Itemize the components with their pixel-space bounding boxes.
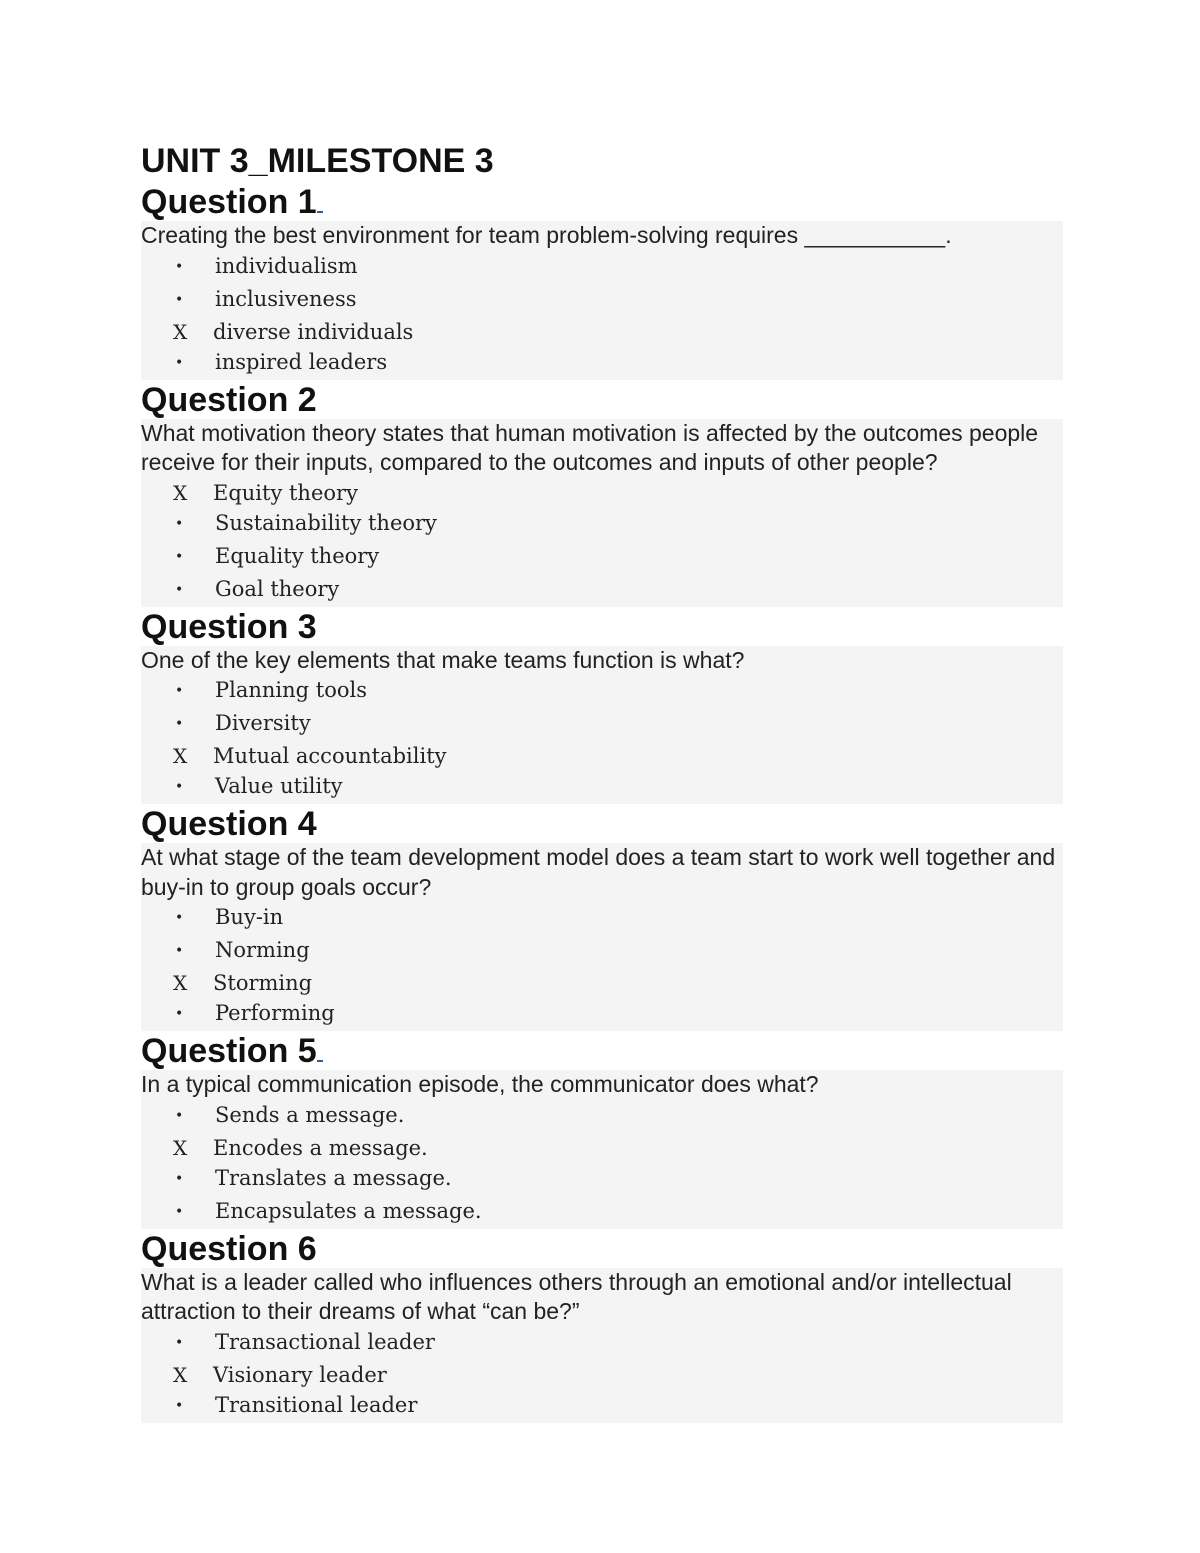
answer-option	[173, 347, 1063, 380]
answer-option-label: Storming	[213, 971, 313, 995]
answer-option-label: Norming	[215, 938, 310, 962]
question-heading	[141, 804, 1063, 843]
answer-option-label: Equality theory	[215, 543, 380, 568]
bullet-marker: •	[175, 1334, 184, 1351]
answer-options	[141, 251, 1063, 380]
answer-option-label: Goal theory	[215, 576, 340, 601]
answer-option-label: Diversity	[215, 711, 311, 735]
answer-option	[173, 1100, 1063, 1133]
bullet-marker: •	[175, 354, 184, 371]
question-text: One of the key elements that make teams function is what?	[141, 646, 745, 673]
answer-option	[173, 1133, 1063, 1163]
selected-answer-mark: X	[173, 744, 188, 768]
question-block	[141, 646, 1063, 805]
answer-option	[173, 1327, 1063, 1360]
answer-option	[173, 508, 1063, 541]
selected-answer-mark: X	[173, 480, 188, 505]
answer-option	[173, 998, 1063, 1031]
question-text: In a typical communication episode, the communicator does what?	[141, 1071, 819, 1097]
bullet-marker: •	[175, 943, 184, 959]
answer-option-label: individualism	[215, 253, 358, 278]
document-title: UNIT 3_MILESTONE 3	[141, 142, 494, 180]
bullet-marker: •	[175, 291, 184, 308]
answer-option-label: Encapsulates a message.	[215, 1198, 482, 1223]
question-text: What is a leader called who influences others through an emotional and/or intellectual attraction to their dreams of what “can be?”	[141, 1268, 1012, 1324]
question-heading-text: Question 5	[141, 1032, 317, 1070]
answer-option	[173, 1390, 1063, 1423]
bullet-marker: •	[175, 1397, 184, 1414]
selected-answer-mark: X	[173, 971, 188, 995]
answer-option-label: Translates a message.	[215, 1165, 452, 1190]
question-block	[141, 1268, 1063, 1423]
question-heading	[141, 1031, 1063, 1070]
answer-option	[173, 902, 1063, 935]
question-block	[141, 419, 1063, 607]
question-block	[141, 1070, 1063, 1229]
document-page	[141, 140, 1063, 1423]
answer-option	[173, 968, 1063, 998]
answer-options	[141, 1100, 1063, 1229]
answer-option-label: inspired leaders	[215, 349, 388, 374]
question-heading	[141, 607, 1063, 646]
question-block	[141, 221, 1063, 380]
question-link-mark[interactable]	[317, 183, 323, 213]
bullet-marker: •	[175, 1107, 184, 1124]
answer-option-label: Transactional leader	[215, 1329, 435, 1354]
answer-option-label: Sustainability theory	[215, 510, 437, 535]
answer-option-label: Transitional leader	[215, 1392, 418, 1417]
question-heading	[141, 1229, 1063, 1268]
answer-option	[173, 1360, 1063, 1390]
answer-options	[141, 478, 1063, 607]
answer-option	[173, 541, 1063, 574]
answer-option-label: Equity theory	[213, 480, 358, 505]
selected-answer-mark: X	[173, 319, 188, 344]
answer-option	[173, 251, 1063, 284]
bullet-marker: •	[175, 1006, 184, 1022]
question-heading	[141, 182, 1063, 221]
answer-option-label: Sends a message.	[215, 1102, 405, 1127]
answer-option	[173, 317, 1063, 347]
answer-option-label: Encodes a message.	[213, 1135, 428, 1160]
bullet-marker: •	[175, 910, 184, 926]
answer-option-label: diverse individuals	[213, 319, 414, 344]
question-heading-text: Question 6	[141, 1229, 317, 1268]
bullet-marker: •	[175, 1170, 184, 1187]
question-heading-text: Question 3	[141, 607, 317, 646]
answer-option	[173, 741, 1063, 771]
question-link-mark[interactable]	[317, 1032, 323, 1062]
answer-option-label: Value utility	[215, 774, 343, 798]
answer-option-label: Performing	[215, 1001, 335, 1025]
answer-option	[173, 708, 1063, 741]
answer-option-label: Mutual accountability	[213, 744, 447, 768]
answer-option-label: Planning tools	[215, 678, 367, 702]
bullet-marker: •	[175, 683, 184, 699]
answer-option-label: Visionary leader	[213, 1362, 387, 1387]
answer-option	[173, 771, 1063, 804]
question-list	[141, 182, 1063, 1423]
answer-option	[173, 1163, 1063, 1196]
answer-option	[173, 574, 1063, 607]
answer-options	[141, 675, 1063, 804]
answer-option	[173, 675, 1063, 708]
answer-options	[141, 902, 1063, 1031]
question-heading-text: Question 4	[141, 805, 317, 843]
answer-option-label: inclusiveness	[215, 286, 357, 311]
answer-option	[173, 284, 1063, 317]
question-text: Creating the best environment for team problem-solving requires ___________.	[141, 222, 952, 248]
bullet-marker: •	[175, 548, 184, 565]
selected-answer-mark: X	[173, 1362, 188, 1387]
answer-option	[173, 478, 1063, 508]
question-heading-text: Question 2	[141, 380, 317, 419]
question-heading	[141, 380, 1063, 419]
answer-option	[173, 1196, 1063, 1229]
question-heading-text: Question 1	[141, 183, 317, 221]
bullet-marker: •	[175, 581, 184, 598]
question-text: What motivation theory states that human motivation is affected by the outcomes people receive for their inputs, compared to the outcomes and inputs of other people?	[141, 419, 1039, 475]
answer-option-label: Buy-in	[215, 905, 284, 929]
bullet-marker: •	[175, 716, 184, 732]
bullet-marker: •	[175, 258, 184, 275]
answer-options	[141, 1327, 1063, 1423]
bullet-marker: •	[175, 1203, 184, 1220]
question-block	[141, 843, 1063, 1031]
question-text: At what stage of the team development model does a team start to work well together and buy-in to group goals occur?	[141, 844, 1056, 900]
answer-option	[173, 935, 1063, 968]
selected-answer-mark: X	[173, 1135, 188, 1160]
bullet-marker: •	[175, 515, 184, 532]
bullet-marker: •	[175, 779, 184, 795]
